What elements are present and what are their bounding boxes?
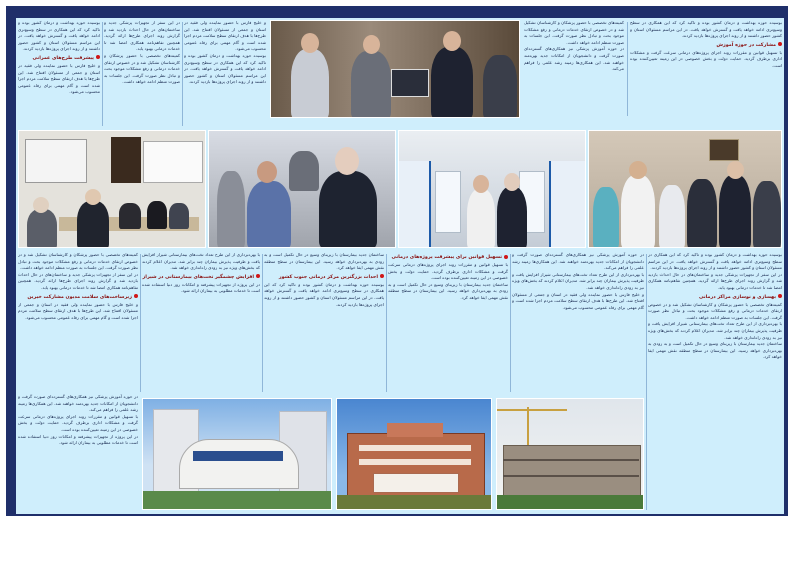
column-divider: [102, 22, 103, 126]
article-column-3-text-more: بوسیده حوزه بهداشت و درمان کشور بوده و تاکید کرد که این همکاری در سطح وسیع‌تری ادامه خواهد یافت و گسترش خواهد یافت. در این مراسم مسئولان استان و کشور حضور داشتند و از روند اجرای پروژه‌ها بازدید کردند.: [184, 52, 266, 85]
column-divider: [627, 22, 628, 116]
article-column-8-heading: احداث بزرگترین مرکز درمانی جنوب کشور: [264, 274, 384, 281]
article-column-11-heading: بهسازی و نوسازی مراکز درمانی: [648, 294, 782, 301]
article-column-7: [142, 252, 260, 392]
article-column-6-heading: زیرساخت‌های سلامت مدیون مشارکت خیرین: [18, 294, 138, 301]
article-column-11-text-e: ساختمان جدید بیمارستان با زیربنای وسیع در حال تکمیل است و به زودی به بهره‌برداری خواهد رسید. این بیمارستان در سطح منطقه نقش مهمی ایفا خواهد کرد.: [648, 341, 782, 360]
article-column-2-text: در این سفر از تجهیزات پزشکی جدید و ساختمان‌های در حال احداث بازدید شد و گزارش روند اجرای طرح‌ها ارائه گردید. همچنین تفاهم‌نامه همکاری امضا شد تا خدمات درمانی بهبود یابد.: [104, 20, 180, 52]
hospital-visit-group-photo: [588, 130, 782, 248]
column-divider: [510, 254, 511, 392]
newspaper-page: [6, 6, 788, 516]
article-column-1: [18, 20, 100, 128]
article-column-5-heading: مشارکت در حوزه آموزش: [630, 42, 782, 49]
column-divider: [646, 254, 647, 510]
hospital-building-render-photo: [142, 398, 332, 510]
article-column-10-text-c: و خلیج فارس با حضور نماینده ولی فقیه در استان و جمعی از مسئولان افتتاح شد. این طرح‌ها با هدف ارتقای سطح سلامت مردم اجرا شده است و گام مهمی برای رفاه عمومی محسوب می‌شود.: [512, 291, 644, 310]
article-column-12-text-b: با تسهیل قوانین و مقررات روند اجرای پروژه‌های درمانی سرعت گرفت و مشکلات اداری برطرف گردید. حمایت دولت و بخش خصوصی در این زمینه تعیین‌کننده بوده است.: [18, 413, 138, 432]
article-column-12-text: در حوزه آموزش پزشکی نیز همکاری‌های گسترده‌ای صورت گرفت و دانشجویان از امکانات جدید بهره‌مند خواهند شد. این همکاری‌ها زمینه رشد علمی را فراهم می‌کند.: [18, 394, 138, 413]
headline-1: پیشرفت طرح‌های عمرانی: [32, 55, 94, 61]
column-divider: [182, 22, 183, 126]
article-column-4-text-more: در حوزه آموزش پزشکی نیز همکاری‌های گسترده‌ای صورت گرفت و دانشجویان از امکانات جدید بهره‌مند خواهند شد. این همکاری‌ها زمینه رشد علمی را فراهم می‌کند.: [524, 46, 624, 72]
article-column-11-text-c: کمیته‌های تخصصی با حضور پزشکان و کارشناسان تشکیل شد و در خصوص ارتقای خدمات درمانی و رفع مشکلات موجود بحث و تبادل نظر صورت گرفت. این جلسات به صورت منظم ادامه خواهد داشت.: [648, 301, 782, 320]
article-column-10: [512, 252, 644, 392]
article-column-10-text: در حوزه آموزش پزشکی نیز همکاری‌های گسترده‌ای صورت گرفت و دانشجویان از امکانات جدید بهره‌مند خواهند شد. این همکاری‌ها زمینه رشد علمی را فراهم می‌کند.: [512, 252, 644, 271]
press-interview-photo: [208, 130, 396, 248]
column-divider: [386, 254, 387, 392]
hospital-corridor-tour-photo: [398, 130, 586, 248]
construction-site-photo: [496, 398, 644, 510]
article-column-8: [264, 252, 384, 392]
article-column-2-text-more: کمیته‌های تخصصی با حضور پزشکان و کارشناسان تشکیل شد و در خصوص ارتقای خدمات درمانی و رفع مشکلات موجود بحث و تبادل نظر صورت گرفت. این جلسات به صورت منظم ادامه خواهد داشت.: [104, 52, 180, 85]
article-column-6-text-b: در این سفر از تجهیزات پزشکی جدید و ساختمان‌های در حال احداث بازدید شد و گزارش روند اجرای طرح‌ها ارائه گردید. همچنین تفاهم‌نامه همکاری امضا شد تا خدمات درمانی بهبود یابد.: [18, 271, 138, 290]
column-divider: [140, 254, 141, 392]
article-column-9-text-b: ساختمان جدید بیمارستان با زیربنای وسیع در حال تکمیل است و به زودی به بهره‌برداری خواهد رسید. این بیمارستان در سطح منطقه نقش مهمی ایفا خواهد کرد.: [388, 281, 508, 300]
article-column-11-text: بوسیده حوزه بهداشت و درمان کشور بوده و تاکید کرد که این همکاری در سطح وسیع‌تری ادامه خواهد یافت و گسترش خواهد یافت. در این مراسم مسئولان استان و کشور حضور داشتند و از روند اجرای پروژه‌ها بازدید کردند.: [648, 252, 782, 271]
page-margin: [0, 517, 800, 571]
article-column-5: [630, 20, 782, 116]
hospital-facade-photo: [336, 398, 492, 510]
article-column-6-text-c: و خلیج فارس با حضور نماینده ولی فقیه در استان و جمعی از مسئولان افتتاح شد. این طرح‌ها با هدف ارتقای سطح سلامت مردم اجرا شده است و گام مهمی برای رفاه عمومی محسوب می‌شود.: [18, 301, 138, 320]
newspaper-paper: [16, 18, 784, 514]
article-column-11-text-d: با بهره‌برداری از این طرح تعداد تخت‌های بیمارستانی شیراز افزایش یافت و ظرفیت پذیرش بیماران چند برابر شد. مدیران اعلام کردند که بخش‌های ویژه نیز به زودی راه‌اندازی خواهد شد.: [648, 321, 782, 340]
bullet-icon: [96, 55, 100, 59]
article-column-9: [388, 252, 508, 392]
article-column-5-text: بوسیده حوزه بهداشت و درمان کشور بوده و تاکید کرد که این همکاری در سطح وسیع‌تری ادامه خواهد یافت و گسترش خواهد یافت. در این مراسم مسئولان استان و کشور حضور داشتند و از روند اجرای پروژه‌ها بازدید کردند.: [630, 20, 782, 39]
bullet-icon: [134, 294, 138, 298]
bullet-icon: [778, 294, 782, 298]
article-column-7-text-b: در این پروژه از تجهیزات پیشرفته و امکانات روز دنیا استفاده شده است تا خدمات مطلوبی به بیماران ارائه شود.: [142, 281, 260, 294]
article-column-10-text-b: با بهره‌برداری از این طرح تعداد تخت‌های بیمارستانی شیراز افزایش یافت و ظرفیت پذیرش بیماران چند برابر شد. مدیران اعلام کردند که بخش‌های ویژه نیز به زودی راه‌اندازی خواهد شد.: [512, 271, 644, 290]
article-column-2: [104, 20, 180, 128]
article-column-1-heading: [18, 55, 100, 62]
article-column-8-text: ساختمان جدید بیمارستان با زیربنای وسیع در حال تکمیل است و به زودی به بهره‌برداری خواهد رسید. این بیمارستان در سطح منطقه نقش مهمی ایفا خواهد کرد.: [264, 252, 384, 271]
meeting-room-photo: [18, 130, 206, 248]
column-divider: [262, 254, 263, 392]
article-column-9-text: با تسهیل قوانین و مقررات روند اجرای پروژه‌های درمانی سرعت گرفت و مشکلات اداری برطرف گردید. حمایت دولت و بخش خصوصی در این زمینه تعیین‌کننده بوده است.: [388, 262, 508, 281]
article-column-1-text: بوسیده حوزه بهداشت و درمان کشور بوده و تاکید کرد که این همکاری در سطح وسیع‌تری ادامه خواهد یافت و گسترش خواهد یافت. در این مراسم مسئولان استان و کشور حضور داشتند و از روند اجرای پروژه‌ها بازدید کردند.: [18, 20, 100, 52]
article-column-1-text-more: و خلیج فارس با حضور نماینده ولی فقیه در استان و جمعی از مسئولان افتتاح شد. این طرح‌ها با هدف ارتقای سطح سلامت مردم اجرا شده است و گام مهمی برای رفاه عمومی محسوب می‌شود.: [18, 62, 100, 95]
article-column-5-text-more: با تسهیل قوانین و مقررات روند اجرای پروژه‌های درمانی سرعت گرفت و مشکلات اداری برطرف گردید. حمایت دولت و بخش خصوصی در این زمینه تعیین‌کننده بوده است.: [630, 49, 782, 68]
article-column-7-heading: افزایش چشمگیر تخت‌های بیمارستانی در شیراز: [142, 274, 260, 281]
article-column-3: [184, 20, 266, 112]
article-column-12-text-c: در این پروژه از تجهیزات پیشرفته و امکانات روز دنیا استفاده شده است تا خدمات مطلوبی به بیماران ارائه شود.: [18, 433, 138, 446]
article-column-6: [18, 252, 138, 392]
article-column-11-text-b: در این سفر از تجهیزات پزشکی جدید و ساختمان‌های در حال احداث بازدید شد و گزارش روند اجرای طرح‌ها ارائه گردید. همچنین تفاهم‌نامه همکاری امضا شد تا خدمات درمانی بهبود یابد.: [648, 271, 782, 290]
bullet-icon: [778, 42, 782, 46]
article-column-6-text: کمیته‌های تخصصی با حضور پزشکان و کارشناسان تشکیل شد و در خصوص ارتقای خدمات درمانی و رفع مشکلات موجود بحث و تبادل نظر صورت گرفت. این جلسات به صورت منظم ادامه خواهد داشت.: [18, 252, 138, 271]
bullet-icon: [380, 274, 384, 278]
article-column-12: [18, 394, 138, 510]
article-column-8-text-b: بوسیده حوزه بهداشت و درمان کشور بوده و تاکید کرد که این همکاری در سطح وسیع‌تری ادامه خواهد یافت و گسترش خواهد یافت. در این مراسم مسئولان استان و کشور حضور داشتند و از روند اجرای پروژه‌ها بازدید کردند.: [264, 281, 384, 307]
award-ceremony-photo: [270, 20, 520, 118]
article-column-4: [524, 20, 624, 116]
bullet-icon: [256, 274, 260, 278]
article-column-4-text: کمیته‌های تخصصی با حضور پزشکان و کارشناسان تشکیل شد و در خصوص ارتقای خدمات درمانی و رفع مشکلات موجود بحث و تبادل نظر صورت گرفت. این جلسات به صورت منظم ادامه خواهد داشت.: [524, 20, 624, 45]
bullet-icon: [504, 255, 508, 259]
article-column-3-text: و خلیج فارس با حضور نماینده ولی فقیه در استان و جمعی از مسئولان افتتاح شد. این طرح‌ها با هدف ارتقای سطح سلامت مردم اجرا شده است و گام مهمی برای رفاه عمومی محسوب می‌شود.: [184, 20, 266, 52]
article-column-11: [648, 252, 782, 510]
article-column-9-heading: تسهیل قوانین برای پیشرفت پروژه‌های درمانی: [388, 254, 508, 261]
article-column-7-text: با بهره‌برداری از این طرح تعداد تخت‌های بیمارستانی شیراز افزایش یافت و ظرفیت پذیرش بیماران چند برابر شد. مدیران اعلام کردند که بخش‌های ویژه نیز به زودی راه‌اندازی خواهد شد.: [142, 252, 260, 271]
